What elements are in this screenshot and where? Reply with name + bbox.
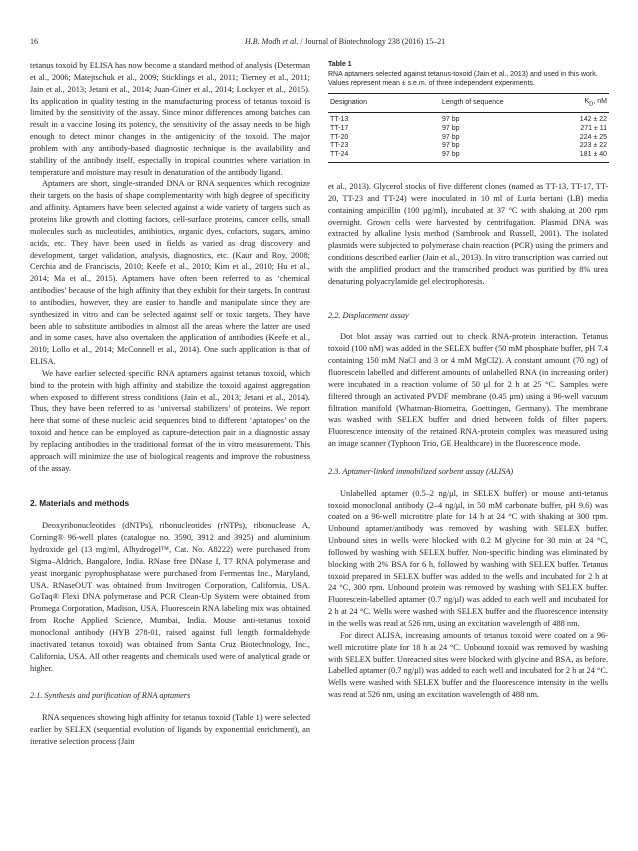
table-caption: RNA aptamers selected against tetanus-toxoid (Jain et al., 2013) and used in this work. Values represent mean ± s.e.m. of three independent experiments.	[328, 70, 598, 87]
paragraph: We have earlier selected specific RNA aptamers against tetanus toxoid, which bind to the protein with high affinity and stabilize the toxoid against aggregation when exposed to different stress conditions (Jain et al., 2013; Jetani et al., 2014). Thus, they have been referred to as ‘universal stabilizers’ of proteins. We report here that some of these nucleic acid sequences bind to different ‘aptatopes’ on the toxoid and hence can be employed as capture-detection pair in a diagnostic assay by replacing antibodies in the traditional format of the in vitro measurement. This approach will minimize the use of biological reagents and improve the robustness of the assay.	[30, 368, 310, 473]
cell-kd: 142 ± 22	[579, 116, 607, 124]
paragraph: Unlabelled aptamer (0.5–2 ng/μl, in SELEX buffer) or mouse anti-tetanus toxoid monoclonal antibody (2–4 ng/μl, in 50 mM carbonate buffer, pH 9.6) was coated on a 96-well microtitre plate for 14 h at 24 °C with shaking at 300 rpm. Unbound aptamer/antibody was removed by washing with SELEX buffer. Unbound sites in wells were blocked with 0.2 M glycine for 30 min at 24 °C, followed by washing with SELEX buffer. Non-specific binding was eliminated by blocking with 2% BSA for 6 h, followed by washing with SELEX buffer. Tetanus toxoid prepared in SELEX buffer was added to the wells and incubated for 2 h at 24 °C, 300 rpm. Unbound protein was removed by washing with SELEX buffer. Fluorescein-labelled aptamer (0.7 ng/μl) was added to each well and incubated for 2 h at 24 °C. Wells were washed with SELEX buffer and the fluorescence intensity in the wells was read at 526 nm, using an excitation wavelength of 488 nm.	[328, 488, 608, 628]
table-label: Table 1	[328, 61, 352, 68]
right-column	[328, 181, 608, 701]
paragraph: tetanus toxoid by ELISA has now become a standard method of analysis (Determan et al., 2006; Matejtschuk et al., 2009; Sticklings et al., 2011; Tierney et al., 2011; Jain et al., 2013; Jetani et al., 2014; Juan-Giner et al., 2014; Lockyer et al., 2015). Its application in quality testing in the manufacturing process of tetanus toxoid is limited by the sensitivity of the assay. Since minor differences among batches can result in a vaccine losing its potency, the sensitivity of the assay needs to be high enough to detect minor changes in the antigenicity of the toxoid. The major problem with any antibody-based diagnostic technique is the availability and stability of the antibody itself, especially in tropical countries where variation in temperature and moisture may result in denaturation of the antibody ligand.	[30, 61, 310, 177]
table-header-row	[328, 93, 609, 113]
cell-kd: 181 ± 40	[579, 150, 607, 158]
paragraph: Aptamers are short, single-stranded DNA or RNA sequences which recognize their targets on the basis of shape complementarity with high degree of specificity and affinity. Aptamers have been selected against a wide variety of targets such as proteins like growth and clotting factors, cell-surface proteins, cancer cells, small molecules such as nucleotides, antibiotics, organic dyes, cofactors, sugars, amino acids, etc. They have been used in fields as varied as drug discovery and development, target validation, analysis, diagnostics, etc. (Kaur and Roy, 2008; Cerchia and de Franciscis, 2010; Keefe et al., 2010; Kim et al., 2010; Hu et al., 2014; Ma et al., 2015). Aptamers have often been referred to as ‘chemical antibodies’ because of the high affinity that they exhibit for their targets. In contrast to antibodies, however, they are easier to handle and manipulate since they are synthesized in vitro and can be selected against self or toxic targets. They have been able to substitute antibodies in almost all the areas where the latter are used and in some cases, have also overtaken the application of antibodies (Keefe et al., 2010; Lollo et al., 2014; McConnell et al., 2014). One such application is that of ELISA.	[30, 179, 310, 367]
cell-length: 97 bp	[442, 142, 460, 150]
paragraph: RNA sequences showing high affinity for tetanus toxoid (Table 1) were selected earlier by SELEX (sequential evolution of ligands by exponential enrichment), an iterative selection process (Jain	[30, 713, 310, 746]
header-length: Length of sequence	[442, 99, 504, 107]
paragraph: et al., 2013). Glycerol stocks of five different clones (named as TT-13, TT-17, TT-20, TT-23 and TT-24) were inoculated in 10 ml of Luria bertani (LB) media containing ampicillin (100 μg/ml), incubated at 37 °C with shaking at 200 rpm overnight. Grown cells were harvested by centrifugation. Plasmid DNA was extracted by alkaline lysis method (Sambrook and Russell, 2001). The isolated plasmids were subjected to polymerase chain reaction (PCR) using the primers and conditions described earlier (Jain et al., 2013). In vitro transcription was carried out with the amplified product and the transcribed product was purified by 8% urea denaturing polyacrylamide gel electrophoresis.	[328, 182, 608, 286]
header-designation: Designation	[330, 99, 367, 107]
paragraph: For direct ALISA, increasing amounts of tetanus toxoid were coated on a 96-well microtitre plate for 18 h at 24 °C. Unbound toxoid was removed by washing with SELEX buffer. Unreacted sites were blocked with glycine and BSA, as before. Labelled aptamer (0.7 ng/μl) was added to each well and incubated for 2 h at 24 °C. Wells were washed with SELEX buffer and the fluorescence intensity in the wells was read at 526 nm, using an excitation wavelength of 488 nm.	[328, 630, 608, 700]
cell-length: 97 bp	[442, 150, 460, 158]
cell-length: 97 bp	[442, 133, 460, 141]
aptamer-table	[328, 93, 609, 164]
subsection-heading-displacement: 2.2. Displacement assay	[328, 310, 409, 320]
table-1	[328, 60, 609, 163]
running-header	[30, 36, 608, 48]
header-kd: $K_D$, nM	[584, 97, 607, 107]
table-row	[328, 134, 609, 143]
paragraph: Deoxyribonucleotides (dNTPs), ribonucleotides (rNTPs), ribonuclease A, Corning® 96-well plates (catalogue no. 3590, 3912 and 3925) and aluminium hydroxide gel (13 mg/ml, Alhydrogel™, Cat. No. A8222) were purchased from Sigma–Aldrich, Bangalore, India. RNase free DNase I, T7 RNA polymerase and yeast inorganic pyrophosphatase were purchased from Fermentas Inc., Maryland, USA. RNaseOUT was obtained from Invitrogen Corporation, California, USA. GoTaq® Flexi DNA polymerase and PCR Clean-Up System were obtained from Promega Corporation, Madison, USA. Fluorescein RNA labeling mix was obtained from Roche Applied Science, Mumbai, India. Mouse anti-tetanus toxoid monoclonal antibody (HYB 278-01, raised against full length formaldehyde inactivated tetanus toxoid) was obtained from Santa Cruz Biotechnology, Inc., California, USA. All other reagents and chemicals used were of analytical grade or higher.	[30, 521, 310, 673]
table-row	[328, 113, 609, 125]
subsection-heading-synthesis: 2.1. Synthesis and purification of RNA aptamers	[30, 691, 191, 701]
cell-designation: TT-23	[330, 142, 349, 150]
paragraph: Dot blot assay was carried out to check RNA-protein interaction. Tetanus toxoid (100 nM) was added in the SELEX buffer (50 mM phosphate buffer, pH 7.4 containing 150 mM NaCl and 3 or 4 mM MgCl2). A constant amount (70 ng) of fluorescein labelled and different amounts of unlabelled RNA (in increasing order) were incubated in a reaction volume of 50 μl for 2 h at 25 °C. Samples were filtered through an activated PVDF membrane (0.45 μm) using a 96-well vacuum filtration manifold (Whatman-Biometra, Goettingen, Germany). The membrane was washed with SELEX buffer and dried between folds of filter papers. Fluorescence intensity of the retained RNA-protein complex was measured using an image scanner (Typhoon Trio, GE Healthcare) in the fluorescence mode.	[328, 332, 608, 449]
page-number: 16	[30, 37, 38, 46]
cell-kd: 223 ± 22	[579, 142, 607, 150]
running-head	[245, 36, 445, 48]
cell-length: 97 bp	[442, 124, 460, 132]
running-head-authors: H.B. Modh et al.	[245, 37, 299, 46]
table-row	[328, 151, 609, 163]
subsection-heading-alisa: 2.3. Aptamer-linked immobilized sorbent assay (ALISA)	[328, 466, 514, 476]
cell-designation: TT-13	[330, 116, 349, 124]
table-row	[328, 125, 609, 134]
cell-designation: TT-17	[330, 124, 349, 132]
cell-designation: TT-24	[330, 150, 349, 158]
left-column	[30, 60, 310, 748]
section-heading-materials-methods: 2. Materials and methods	[30, 497, 130, 508]
cell-kd: 224 ± 25	[579, 133, 607, 141]
cell-designation: TT-20	[330, 133, 349, 141]
cell-kd: 271 ± 11	[580, 124, 607, 132]
running-head-journal: / Journal of Biotechnology 238 (2016) 15–21	[298, 37, 446, 46]
table-row	[328, 142, 609, 151]
cell-length: 97 bp	[442, 116, 460, 124]
